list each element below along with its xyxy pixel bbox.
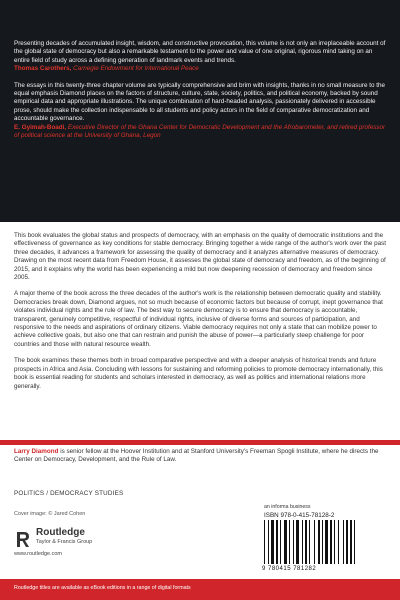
accent-divider bbox=[0, 440, 400, 445]
subject-category: POLITICS / DEMOCRACY STUDIES bbox=[14, 490, 124, 497]
description-paragraph: The book examines these themes both in broad comparative perspective and with a deeper analysis of historical trends and future prospects in Africa and Asia. Concluding with lessons for sustaining and reforming policies to promote democracy internationally, this book is essential reading for students and scholars interested in democracy, as well as politics and international relations more generally. bbox=[14, 357, 383, 390]
endorsement-2-attribution bbox=[14, 124, 386, 141]
barcode-digits: 9 780415 781282 bbox=[262, 566, 317, 572]
publisher-logo bbox=[14, 527, 134, 557]
isbn-number: ISBN 978-0-415-78128-2 bbox=[264, 512, 335, 519]
informa-label: an informa business bbox=[264, 504, 311, 510]
endorser-name: Thomas Carothers, bbox=[14, 65, 72, 73]
author-name: Larry Diamond bbox=[14, 448, 59, 455]
author-bio-text: is senior fellow at the Hoover Institution and at Stanford University's Freeman Spogli Institute, where he directs the Center on Democracy, Development, and the Rule of Law. bbox=[14, 448, 379, 464]
endorsement-2-text: The essays in this twenty-three chapter volume are typically comprehensive and brim with insights, thanks in no small measure to the equal emphasis Diamond places on the factors of structure, culture, state, society, politics, and political economy, backed by sound empirical data and appropriate illustrations. The unique combination of hard-headed analysis, passionately delivered in accessible prose, should make the collection indispensable to all students and policy actors in the field of comparative democratization and accountable governance. bbox=[14, 81, 385, 123]
endorser-affiliation: Executive Director of the Ghana Center for Democratic Development and the Afrobarometer, and retired professor of political science at the University of Ghana, Legon bbox=[14, 123, 386, 140]
routledge-logo-icon bbox=[14, 529, 32, 549]
barcode-icon bbox=[262, 520, 380, 566]
cover-credit: Cover image: © Jared Cohen bbox=[14, 511, 86, 517]
book-description bbox=[0, 222, 400, 399]
endorsements-panel bbox=[0, 0, 400, 222]
footer-note: Routledge titles are available as eBook editions in a range of digital formats bbox=[0, 579, 400, 600]
publisher-name: Routledge bbox=[36, 527, 85, 538]
isbn-block bbox=[258, 504, 388, 579]
back-cover-lower bbox=[0, 448, 400, 600]
description-paragraph: A major theme of the book across the three decades of the author's work is the relationship between democratic quality and stability. Democracies break down, Diamond argues, not so much because of economic factors but because of corrupt, inept governance that violates individual rights and the rule of law. The best way to secure democracy is to ensure that democracy is accountable, transparent, genuinely competitive, respectful of individual rights, inclusive of diverse forms and sources of participation, and responsive to the needs and aspirations of ordinary citizens. Viable democracy requires not only a state that can mobilize power to achieve collective goals, but also one that can restrain and punish the abuse of power—a particularly steep challenge for poor countries and those with natural resource wealth. bbox=[14, 290, 383, 348]
endorsement-1-attribution bbox=[14, 65, 386, 73]
endorser-name: E. Gyimah-Boadi, bbox=[14, 123, 67, 131]
publisher-url: www.routledge.com bbox=[14, 551, 62, 557]
endorser-affiliation: Carnegie Endowment for International Peace bbox=[73, 65, 199, 73]
description-paragraph: This book evaluates the global status and prospects of democracy, with an emphasis on the quality of democratic institutions and the effectiveness of governance as key conditions for stable democracy. Bringing together a wide range of the author's work over the past three decades, it advances a framework for assessing the quality of democracy and it analyzes alternative measures of democracy. Drawing on the most recent data from Freedom House, it assesses the global state of democracy and freedom, as of the beginning of 2015, and it explains why the world has been experiencing a mild but now deepening recession of democracy and freedom since 2005. bbox=[14, 232, 386, 282]
publisher-group: Taylor & Francis Group bbox=[36, 539, 93, 545]
endorsement-1-text: Presenting decades of accumulated insight, wisdom, and constructive provocation, this volume is not only an irreplaceable account of the global state of democracy but also a remarkable testament to the power and value of one original, rigorous mind taking on an entire field of study across a defining generation of landmark events and trends. bbox=[14, 40, 386, 64]
author-bio bbox=[14, 448, 386, 465]
